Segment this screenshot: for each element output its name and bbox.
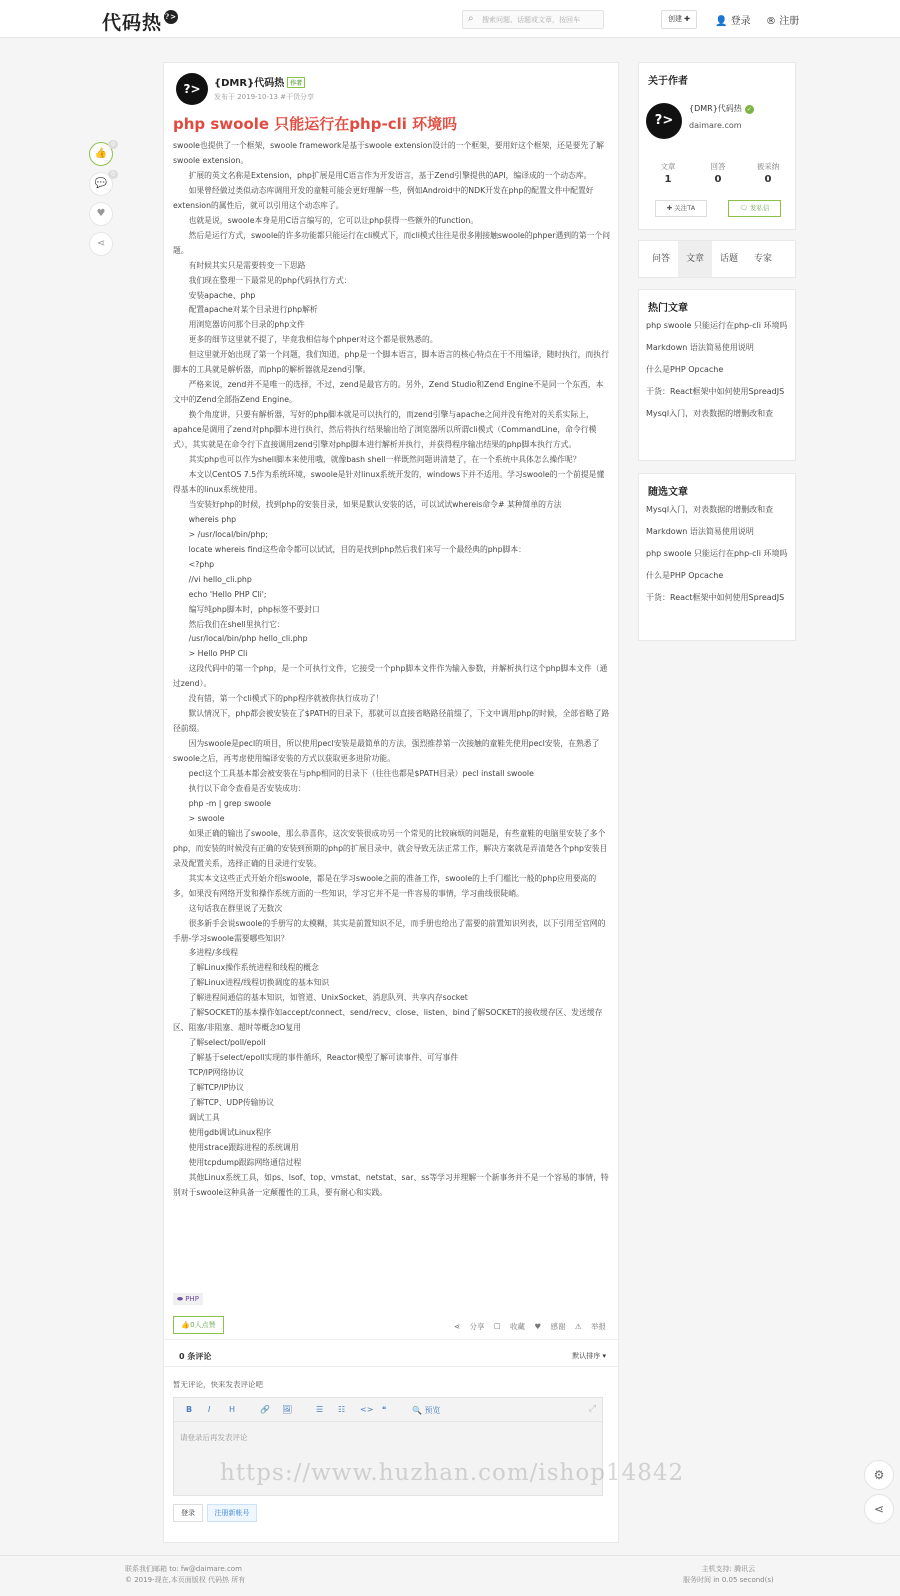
about-author-card xyxy=(638,62,796,230)
favorite-action-button[interactable] xyxy=(89,202,113,226)
post-paragraph: 调试工具 xyxy=(188,1112,220,1122)
logo-badge-icon: ?> xyxy=(164,10,178,24)
post-meta: 发布于 2019-10-13 #干货分享 xyxy=(214,93,314,101)
post-paragraph: 配置apache对某个目录进行php解析 xyxy=(188,305,318,315)
post-paragraph: 执行以下命令查看是否安装成功： xyxy=(188,783,306,793)
post-paragraph: 这句话我在群里说了无数次 xyxy=(188,903,283,913)
random-article-link[interactable]: 什么是PHP Opcache xyxy=(646,571,724,580)
sidebar-author-site: daimare.com xyxy=(689,121,742,130)
hot-article-link[interactable]: 干货：React框架中如何使用SpreadJS xyxy=(646,387,785,396)
about-title: 关于作者 xyxy=(648,76,688,87)
stat-value: 0 xyxy=(764,174,772,185)
post-tag[interactable] xyxy=(173,1293,203,1305)
post-paragraph: 其实本文这些正式开始介绍swoole，都是在学习swoole之前的准备工作，swoole的上手门槛比一般的php应用要高的多，如果没有网络开发和操作系统方面的一些知识，学习它并不是一件容易的事情，学习曲线很陡峭。 xyxy=(173,873,597,898)
thanks-label: 感谢 xyxy=(550,1322,566,1331)
divider xyxy=(164,1339,618,1340)
image-button[interactable]: 🖼 xyxy=(282,1405,293,1414)
report-button[interactable]: ⚠ 举报 xyxy=(574,1322,606,1331)
post-paragraph: 换个角度讲，只要有解析器，写好的php脚本就是可以执行的，而zend引擎与apache之间并没有绝对的关系实际上，apahce是调用了zend对php脚本进行执行，然后将执行结果输出给了浏览器所以所谓cli模式（CommandLine，命令行模式），其实就是在命令行下直接调用zend引擎对php脚本进行解析并执行，并获得程序输出结果的php脚本执行方式。 xyxy=(173,410,597,450)
post-paragraph: TCP/IP网络协议 xyxy=(188,1068,244,1078)
report-label: 举报 xyxy=(591,1322,606,1331)
post-paragraph: 没有错，第一个cli模式下的php程序就被你执行成功了！ xyxy=(188,694,384,704)
stat-accepted xyxy=(742,161,794,185)
author-badge: 作者 xyxy=(287,77,305,88)
post-paragraph: 更多的细节这里就不提了，毕竟我相信每个phper对这个都是很熟悉的。 xyxy=(188,335,438,345)
post-paragraph: 如果曾经做过类似动态库调用开发的童鞋可能会更好理解一些，例如Android中的NDK开发在php的配置文件中配置好extension的属性后，就可以引用这个动态库了。 xyxy=(173,185,594,210)
random-article-link[interactable]: php swoole 只能运行在php-cli 环境吗 xyxy=(646,549,788,558)
random-article-link[interactable]: Markdown 语法简易使用说明 xyxy=(646,527,754,536)
comment-icon: 💬 xyxy=(94,178,108,189)
random-articles-list xyxy=(639,498,795,604)
top-navbar xyxy=(0,0,900,38)
stat-answers xyxy=(692,161,744,185)
like-action-button[interactable] xyxy=(89,142,113,166)
comment-register-button[interactable]: 注册新帐号 xyxy=(207,1504,257,1522)
hot-articles-list xyxy=(639,314,795,420)
random-articles-card xyxy=(638,473,796,641)
hot-article-link[interactable]: 什么是PHP Opcache xyxy=(646,365,724,374)
post-paragraph: 了解基于select/epoll实现的事件循环，Reactor模型了解可读事件、可写事件 xyxy=(188,1053,459,1063)
footer-left xyxy=(125,1564,245,1586)
post-paragraph: <?php xyxy=(188,559,215,569)
post-paragraph: 扩展的英文名称是Extension，php扩展是用C语言作为开发语言，基于Zend引擎提供的API，编译成的一个动态库。 xyxy=(188,170,592,180)
random-articles-title: 随选文章 xyxy=(648,487,688,498)
post-paragraph: 严格来说，zend并不是唯一的选择，不过，zend是最官方的。另外，Zend Studio和Zend Engine不是同一个东西，本文中的Zend全部指Zend Engine。 xyxy=(173,380,604,405)
post-paragraph: locate whereis find这些命令都可以试试，目的是找到php然后我们来写一个最经典的php脚本： xyxy=(188,544,526,554)
post-paragraph: pecl这个工具基本都会被安装在与php相同的目录下（往往也都是$PATH目录）pecl install swoole xyxy=(188,769,534,779)
post-paragraph: 了解SOCKET的基本操作如accept/connect、send/recv、close、listen、bind了解SOCKET的接收缓存区、发送缓存区、阻塞/非阻塞、超时等概念IO复用 xyxy=(173,1008,603,1033)
share-button[interactable]: ⋖ 分享 xyxy=(453,1322,485,1331)
post-paragraph: 但这里就开始出现了第一个问题，我们知道，php是一个脚本语言，脚本语言的核心特点在于不用编译，随时执行，而执行脚本的工具就是解析器，而php的解析器就是zend引擎。 xyxy=(173,350,609,375)
random-article-link[interactable]: 干货：React框架中如何使用SpreadJS xyxy=(646,593,785,602)
unordered-list-button[interactable]: ☰ xyxy=(316,1405,324,1414)
post-paragraph: 多进程/多线程 xyxy=(188,948,239,958)
footer-exec-time: 服务时间 in 0.05 second(s) xyxy=(683,1576,774,1584)
register-icon: ® xyxy=(766,16,780,27)
post-paragraph: 使用gdb调试Linux程序 xyxy=(188,1127,272,1137)
share-float-button[interactable] xyxy=(864,1494,894,1524)
post-paragraph: > /usr/local/bin/php; xyxy=(188,529,269,539)
post-paragraph: 了解TCP、UDP传输协议 xyxy=(188,1098,275,1107)
sort-dropdown[interactable]: 默认排序 ▾ xyxy=(572,1352,606,1360)
page-footer xyxy=(0,1555,900,1596)
post-paragraph: whereis php xyxy=(188,514,237,524)
stat-label: 被采纳 xyxy=(756,162,780,171)
hot-articles-title: 热门文章 xyxy=(648,303,688,314)
post-paragraph: 有时候其实只是需要转变一下思路 xyxy=(188,260,306,270)
search-icon: ⌕ xyxy=(468,13,474,24)
user-icon: 👤 xyxy=(715,16,731,27)
footer-right xyxy=(683,1564,774,1586)
tab-articles[interactable]: 文章 xyxy=(678,241,712,277)
sidebar-author-name[interactable]: {DMR}代码热 xyxy=(689,104,742,113)
author-avatar[interactable]: ?> xyxy=(176,73,208,105)
post-paragraph: 使用strace跟踪进程的系统调用 xyxy=(188,1142,299,1152)
site-logo[interactable] xyxy=(102,8,178,35)
verified-icon: ✓ xyxy=(746,106,752,113)
post-paragraph: > swoole xyxy=(188,813,225,823)
expand-icon[interactable]: ⤢ xyxy=(588,1404,596,1414)
heart-icon: ♥ xyxy=(96,208,106,219)
article-side-actions xyxy=(89,142,113,262)
php-tag-icon: ⬬ xyxy=(177,1295,186,1303)
footer-contact: 联系我们邮箱 to: fw@daimare.com xyxy=(125,1565,242,1573)
post-paragraph: swoole也提供了一个框架，swoole framework是基于swoole extension设计的一个框架，要用好这个框架，还是要先了解swoole extension。 xyxy=(173,141,604,165)
collect-button[interactable]: ☐ 收藏 xyxy=(493,1322,525,1331)
like-label: 0人点赞 xyxy=(190,1321,216,1329)
tab-questions[interactable]: 问答 xyxy=(651,254,670,264)
collect-label: 收藏 xyxy=(510,1322,525,1331)
post-paragraph: 我们现在整理一下最常见的php代码执行方式： xyxy=(188,275,352,285)
post-paragraph: 然后是运行方式，swoole的许多功能都只能运行在cli模式下，而cli模式往往是很多刚接触swoole的phper遇到的第一个问题。 xyxy=(173,230,611,255)
author-name[interactable]: {DMR}代码热 xyxy=(214,78,285,89)
hot-article-link[interactable]: php swoole 只能运行在php-cli 环境吗 xyxy=(646,321,788,330)
post-paragraph: 其实php也可以作为shell脚本来使用哦，就像bash shell一样既然问题讲清楚了，在一个系统中具体怎么操作呢？ xyxy=(188,455,581,465)
empty-comment-text: 暂无评论，快来发表评论吧 xyxy=(173,1380,263,1389)
post-paragraph: 这段代码中的第一个php，是一个可执行文件，它接受一个php脚本文件作为输入参数，并解析执行这个php脚本文件（通过zend）。 xyxy=(173,664,608,689)
editor-toolbar xyxy=(174,1398,602,1422)
comment-login-button[interactable]: 登录 xyxy=(173,1504,203,1522)
post-paragraph: 因为swoole是pecl的项目，所以使用pecl安装是最简单的方法，强烈推荐第一次接触的童鞋先使用pecl安装，在熟悉了swoole之后，再考虑使用编译安装的方式以获取更多进阶功能。 xyxy=(173,739,600,764)
comment-action-button[interactable] xyxy=(89,172,113,196)
heading-button[interactable]: H xyxy=(229,1405,236,1414)
divider xyxy=(164,1366,618,1367)
hot-article-link[interactable]: Markdown 语法简易使用说明 xyxy=(646,343,754,352)
post-body xyxy=(173,139,611,1201)
stat-value: 1 xyxy=(664,174,672,185)
post-paragraph: //vi hello_cli.php xyxy=(188,574,252,584)
thumbs-up-icon: 👍 xyxy=(181,1321,191,1329)
post-paragraph: 很多新手会说swoole的手册写的太模糊，其实是前置知识不足，而手册也给出了需要的前置知识列表，以下引用至官网的手册-学习swoole需要哪些知识？ xyxy=(173,918,606,943)
post-paragraph: 如果正确的输出了swoole，那么恭喜你，这次安装很成功另一个常见的比较麻烦的问题是，有些童鞋的电脑里安装了多个php，而安装的时候没有正确的安装到预期的php的扩展目录中，就会导致无法正常工作，解决方案就是弄清楚各个php安装目录及配置关系，选择正确的目录进行安装。 xyxy=(173,828,608,868)
login-link[interactable] xyxy=(715,12,751,27)
like-button[interactable] xyxy=(173,1316,224,1334)
post-actions xyxy=(447,1321,606,1332)
preview-button[interactable]: 🔍 预览 xyxy=(412,1406,441,1415)
search-box[interactable] xyxy=(462,10,604,29)
post-paragraph: 了解Linux操作系统进程和线程的概念 xyxy=(188,963,319,973)
register-label: 注册 xyxy=(779,16,800,27)
post-paragraph: 编写纯php脚本时，php标签不要封口 xyxy=(188,604,320,614)
share-label: 分享 xyxy=(469,1322,485,1331)
thanks-button[interactable]: ♥ 感谢 xyxy=(534,1322,566,1331)
comment-count: 0 xyxy=(108,170,118,179)
sidebar-author-avatar[interactable]: ?> xyxy=(646,103,682,139)
post-paragraph: 默认情况下，php都会被安装在了$PATH的目录下，那就可以直接省略路径前缀了，下文中调用php的时候，全部省略了路径前缀。 xyxy=(173,709,610,734)
logo-text: 代码热 xyxy=(102,12,163,34)
author-name-row xyxy=(214,74,305,89)
bold-button[interactable]: B xyxy=(186,1405,193,1414)
random-article-link[interactable]: Mysql入门，对表数据的增删改和查 xyxy=(646,505,774,514)
comment-editor[interactable] xyxy=(173,1397,603,1496)
sidebar-author-name-row xyxy=(689,103,754,114)
link-button[interactable]: 🔗 xyxy=(260,1405,270,1414)
footer-host: 主机支持: 腾讯云 xyxy=(701,1565,756,1573)
post-paragraph: 本文以CentOS 7.5作为系统环境，swoole是针对linux系统开发的，windows下并不适用。学习swoole的一个前提是懂得基本的linux系统使用。 xyxy=(173,469,605,494)
quote-button[interactable]: ❝ xyxy=(382,1405,387,1414)
search-placeholder: 搜索问题、话题或文章，按回车 xyxy=(482,16,580,24)
private-message-button[interactable]: 🗨 发私信 xyxy=(728,200,781,217)
post-title: php swoole 只能运行在php-cli 环境吗 xyxy=(173,115,458,133)
stat-label: 文章 xyxy=(660,162,676,171)
italic-button[interactable]: I xyxy=(208,1405,211,1414)
register-link[interactable] xyxy=(766,12,799,27)
content-tabs xyxy=(638,240,796,278)
footer-copyright: © 2019-现在,本页面版权 代码热 所有 xyxy=(125,1576,246,1584)
share-icon: ⋖ xyxy=(873,1502,885,1516)
hot-article-link[interactable]: Mysql入门，对表数据的增删改和查 xyxy=(646,409,774,418)
hot-articles-card xyxy=(638,289,796,461)
article-card xyxy=(163,62,619,1543)
stat-value: 0 xyxy=(714,174,722,185)
post-paragraph: 也就是说，swoole本身是用C语言编写的，它可以让php获得一些额外的function。 xyxy=(188,215,479,225)
post-paragraph: 用浏览器访问那个目录的php文件 xyxy=(188,320,305,330)
tab-experts[interactable]: 专家 xyxy=(753,254,772,264)
post-paragraph: 安装apache、php xyxy=(188,290,256,300)
post-paragraph: /usr/local/bin/php hello_cli.php xyxy=(188,634,308,644)
post-paragraph: 了解进程间通信的基本知识，如管道、UnixSocket、消息队列、共享内存socket xyxy=(188,993,468,1003)
tab-topics[interactable]: 话题 xyxy=(719,254,738,264)
gear-icon: ⚙ xyxy=(873,1468,885,1482)
create-button[interactable]: 创建 ✚ xyxy=(661,10,697,29)
comment-count-title: 0 条评论 xyxy=(179,1352,212,1361)
post-paragraph: 了解Linux进程/线程切换调度的基本知识 xyxy=(188,978,330,988)
thumbs-up-icon: 👍 xyxy=(94,148,108,159)
post-paragraph: 其他Linux系统工具，如ps、lsof、top、vmstat、netstat、sar、ss等学习并理解一个新事务并不是一个容易的事情，特别对于swoole这种具备一定颠覆性的工具，要有耐心和实践。 xyxy=(173,1172,609,1197)
settings-float-button[interactable] xyxy=(864,1460,894,1490)
tag-label: PHP xyxy=(185,1295,199,1303)
editor-placeholder: 请登录后再发表评论 xyxy=(180,1433,248,1442)
post-paragraph: 了解select/poll/epoll xyxy=(188,1038,266,1048)
stat-label: 回答 xyxy=(710,162,726,171)
share-icon: ⋖ xyxy=(96,238,106,249)
post-paragraph: php -m | grep swoole xyxy=(188,798,272,808)
share-action-button[interactable] xyxy=(89,232,113,256)
follow-button[interactable]: ✚ 关注TA xyxy=(655,200,707,217)
watermark-text: https://www.huzhan.com/ishop14842 xyxy=(220,1460,685,1486)
post-paragraph: 使用tcpdump跟踪网络通信过程 xyxy=(188,1157,302,1167)
code-button[interactable]: <> xyxy=(360,1405,374,1414)
post-paragraph: 然后我们在shell里执行它： xyxy=(188,619,285,629)
ordered-list-button[interactable]: ☷ xyxy=(338,1405,346,1414)
like-count: 0 xyxy=(108,140,118,149)
post-paragraph: echo 'Hello PHP Cli'; xyxy=(188,589,267,599)
post-paragraph: 了解TCP/IP协议 xyxy=(188,1083,244,1093)
login-label: 登录 xyxy=(730,16,751,27)
stat-articles xyxy=(642,161,694,185)
post-paragraph: > Hello PHP Cli xyxy=(188,649,248,659)
post-paragraph: 当安装好php的时候，找到php的安装目录，如果是默认安装的话，可以试试whereis命令# 某种简单的方法 xyxy=(188,499,562,509)
